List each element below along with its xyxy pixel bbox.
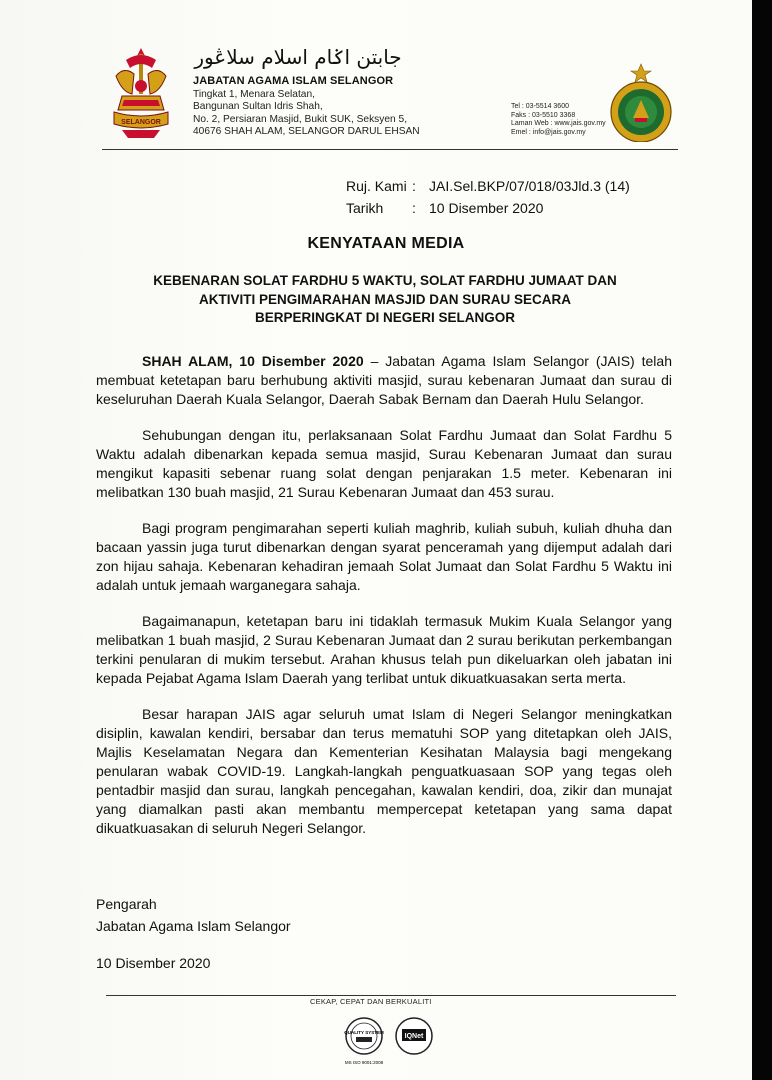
paragraph-5: Besar harapan JAIS agar seluruh umat Islam di Negeri Selangor meningkatkan disiplin, kawalan kendiri, bersabar dan terus mematuhi SOP yang ditetapkan oleh JAIS, Majlis Keselamatan Negara dan Kementerian Kesihatan Malaysia bagi mengekang penularan wabak COVID-19. Langkah-langkah penguatkuasaan SOP yang tegas oleh pentadbir masjid dan surau, langkah pencegahan, kawalan kendiri, doa, zikir dan munajat yang diamalkan pasti akan membantu mempercepat ketetapan yang sama dapat dikuatkuasakan di seluruh Negeri Selangor. <box>96 706 672 836</box>
crest-label: SELANGOR <box>121 119 161 126</box>
jawi-text: جابتن اݢام اسلام سلاڠور <box>194 45 402 69</box>
date-value: 10 Disember 2020 <box>429 200 544 216</box>
address-block <box>193 89 420 139</box>
address-line: 40676 SHAH ALAM, SELANGOR DARUL EHSAN <box>193 126 420 138</box>
document-title: KENYATAAN MEDIA <box>307 235 465 252</box>
paragraph-3: Bagi program pengimarahan seperti kuliah maghrib, kuliah subuh, kuliah dhuha dan bacaan yassin juga turut dibenarkan dengan syarat penceramah yang dijemput adalah dari zon hijau sahaja. Kebenaran kehadiran jemaah Solat Jumaat dan Solat Fardhu 5 Waktu ini adalah untuk jemaah warganegara sahaja. <box>96 520 672 593</box>
subtitle-line: BERPERINGKAT DI NEGERI SELANGOR <box>254 310 516 325</box>
footer-motto: CEKAP, CEPAT DAN BERKUALITI <box>310 997 432 1006</box>
contact-fax: Faks : 03-5510 3368 <box>511 111 576 119</box>
address-line: Tingkat 1, Menara Selatan, <box>193 89 315 100</box>
footer-divider <box>106 995 676 996</box>
subtitle-line: AKTIVITI PENGIMARAHAN MASJID DAN SURAU SECARA <box>198 291 571 307</box>
selangor-crest-logo <box>104 46 178 142</box>
paragraph-2: Sehubungan dengan itu, perlaksanaan Solat Fardhu Jumaat dan Solat Fardhu 5 Waktu adalah dibenarkan kepada semua masjid, Surau Kebenaran Jumaat dan surau mengikut kapasiti sebenar ruang solat dengan penjarakan 1.5 meter. Kebenaran ini melibatkan 130 buah masjid, 21 Surau Kebenaran Jumaat dan 453 surau. <box>96 427 672 500</box>
jawi-name <box>193 44 403 72</box>
reference-label: Ruj. Kami <box>346 178 407 194</box>
subtitle-line: KEBENARAN SOLAT FARDHU 5 WAKTU, SOLAT FARDHU JUMAAT DAN <box>153 273 617 288</box>
contact-block <box>511 103 606 137</box>
contact-website: Laman Web : www.jais.gov.my <box>511 120 606 128</box>
header-divider <box>102 149 678 150</box>
quality-system-text: QUALITY SYSTEM <box>344 1030 384 1035</box>
signatory-title: Pengarah <box>96 896 157 912</box>
signatory-organization: Jabatan Agama Islam Selangor <box>96 918 291 934</box>
certification-logos <box>342 1008 440 1072</box>
jais-seal-logo <box>605 62 677 142</box>
paragraph-1 <box>96 352 672 409</box>
date-row <box>346 197 630 219</box>
colon: : <box>412 178 416 194</box>
iso-code-text: MS ISO 9001:2008 <box>344 1060 384 1065</box>
paragraph-1-text: – Jabatan Agama Islam Selangor (JAIS) telah membuat ketetapan baru berhubung aktiviti masjid, surau kebenaran Jumaat dan surau di keseluruhan Daerah Kuala Selangor, Daerah Sabak Bernam dan Daerah Hulu Selangor. <box>96 353 672 407</box>
reference-row <box>346 175 630 197</box>
date-label: Tarikh <box>346 200 384 216</box>
contact-phone: Tel : 03-5514 3600 <box>511 103 569 110</box>
colon: : <box>412 200 416 216</box>
reference-number: JAI.Sel.BKP/07/018/03Jld.3 (14) <box>429 178 630 194</box>
address-line: No. 2, Persiaran Masjid, Bukit SUK, Seksyen 5, <box>193 113 408 125</box>
reference-block <box>346 175 630 219</box>
iqnet-text: IQNet <box>404 1033 424 1040</box>
paragraph-4: Bagaimanapun, ketetapan baru ini tidaklah termasuk Mukim Kuala Selangor yang melibatkan 1 buah masjid, 2 Surau Kebenaran Jumaat dan 2 surau berikutan perkembangan terkini penularan di mukim tersebut. Arahan khusus telah pun dikeluarkan oleh jabatan ini kepada Pejabat Agama Islam Daerah yang terlibat untuk dikuatkuasakan serta merta. <box>96 613 672 686</box>
address-line: Bangunan Sultan Idris Shah, <box>193 101 323 113</box>
signature-block <box>96 893 291 937</box>
press-release-body <box>96 352 672 855</box>
contact-email: Emel : info@jais.gov.my <box>511 128 586 136</box>
dateline: SHAH ALAM, 10 Disember 2020 <box>142 353 364 369</box>
document-subtitle <box>110 272 660 328</box>
signature-date: 10 Disember 2020 <box>96 955 211 971</box>
organization-name: JABATAN AGAMA ISLAM SELANGOR <box>193 75 394 87</box>
scan-edge <box>752 0 772 1080</box>
